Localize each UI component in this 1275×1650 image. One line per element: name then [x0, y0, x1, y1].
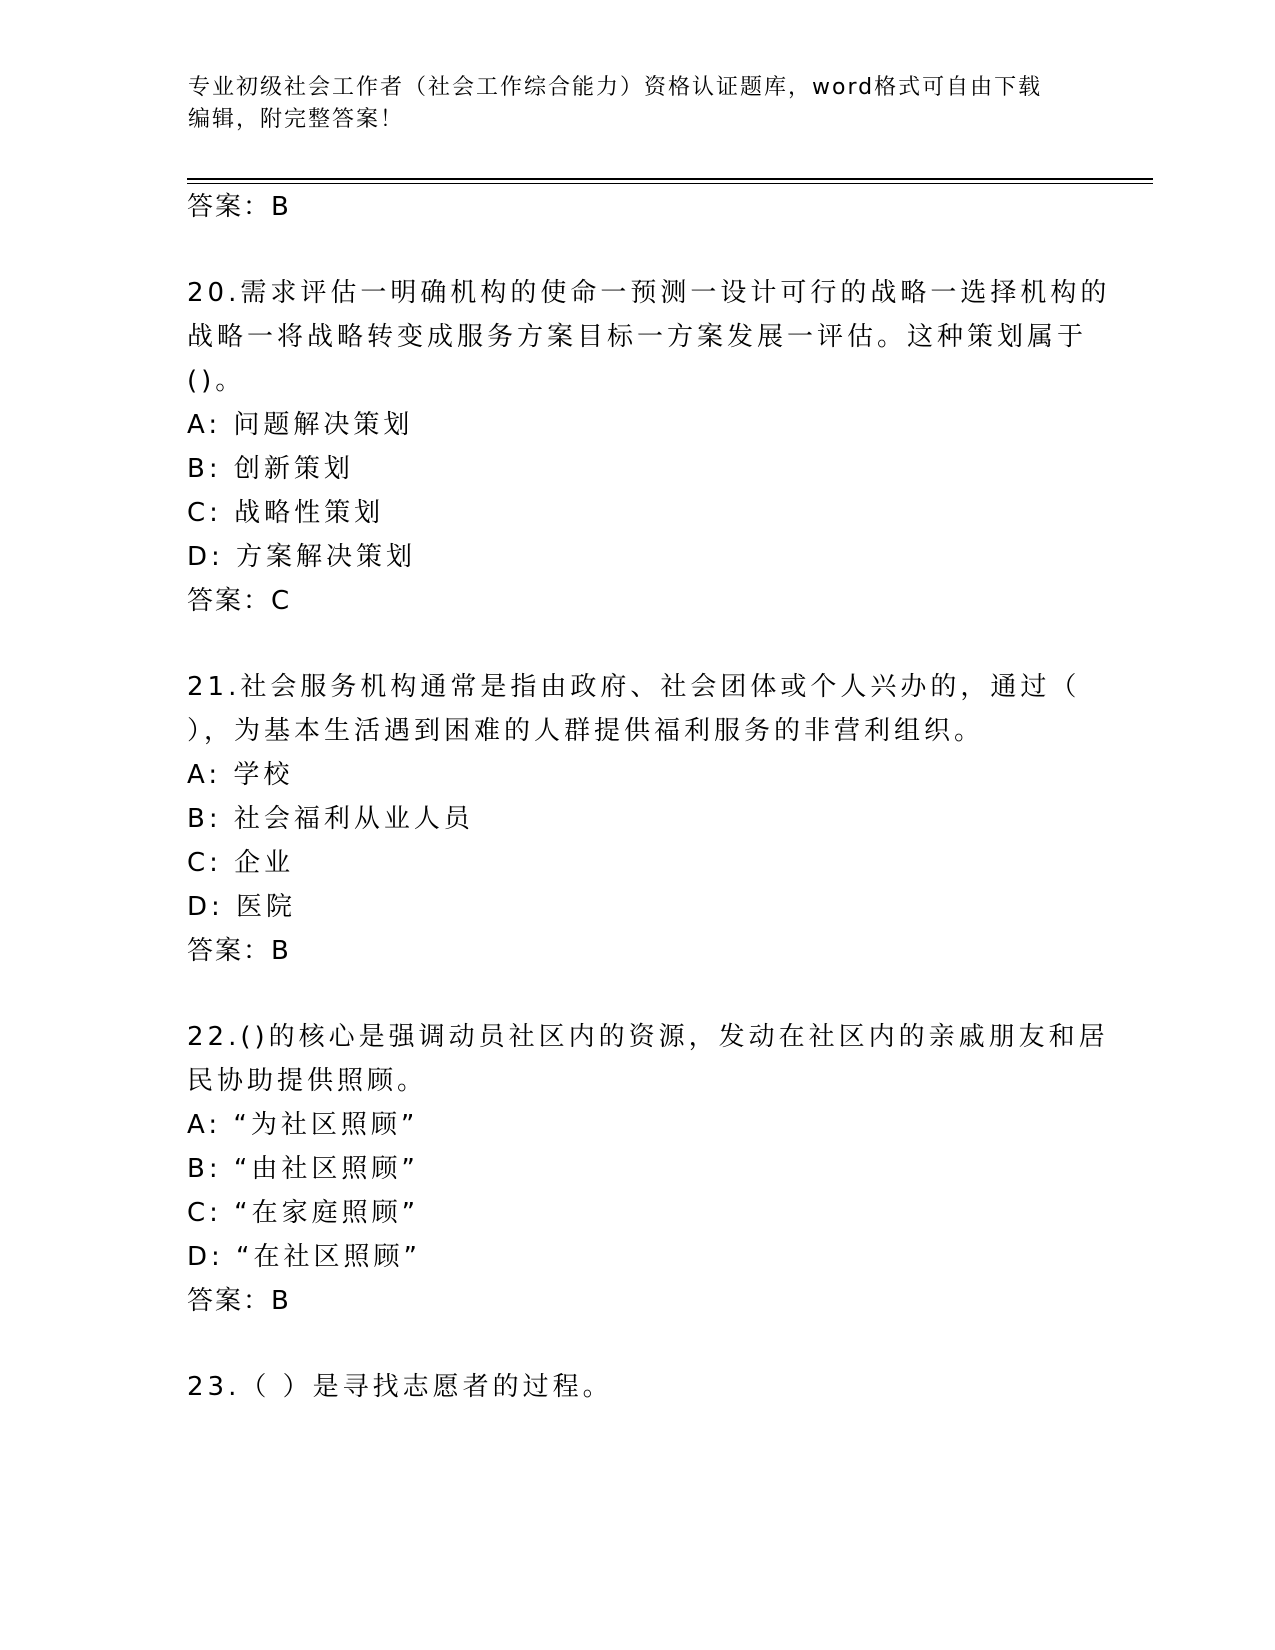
question-text-line: 战略一将战略转变成服务方案目标一方案发展一评估。这种策划属于 [187, 322, 1088, 352]
option-a: A: 问题解决策划 [187, 410, 414, 440]
header-divider-thin [187, 183, 1153, 184]
option-d: D: 方案解决策划 [187, 542, 417, 572]
question-text-line: ），为基本生活遇到困难的人群提供福利服务的非营利组织。 [187, 716, 985, 746]
answer-line: 答案：B [187, 936, 291, 966]
option-b: B: “由社区照顾” [187, 1154, 419, 1184]
option-b: B: 社会福利从业人员 [187, 804, 474, 834]
option-d: D: “在社区照顾” [187, 1242, 421, 1272]
question-text-line: 23.（ ）是寻找志愿者的过程。 [187, 1372, 613, 1402]
option-c: C: 战略性策划 [187, 498, 385, 528]
option-b: B: 创新策划 [187, 454, 354, 484]
question-text-line: 22.()的核心是强调动员社区内的资源，发动在社区内的亲戚朋友和居 [187, 1022, 1109, 1052]
answer-line: 答案：C [187, 586, 292, 616]
option-d: D: 医院 [187, 892, 297, 922]
question-text-line: 20.需求评估一明确机构的使命一预测一设计可行的战略一选择机构的 [187, 278, 1111, 308]
page-header [188, 72, 1088, 136]
answer-line: 答案：B [187, 1286, 291, 1316]
header-divider-thick [187, 178, 1153, 180]
question-text-line: ()。 [187, 366, 246, 396]
option-c: C: 企业 [187, 848, 295, 878]
header-line-2: 编辑，附完整答案！ [188, 107, 405, 132]
option-c: C: “在家庭照顾” [187, 1198, 420, 1228]
question-text-line: 21.社会服务机构通常是指由政府、社会团体或个人兴办的，通过（ [187, 672, 1081, 702]
option-a: A: “为社区照顾” [187, 1110, 419, 1140]
question-text-line: 民协助提供照顾。 [187, 1066, 428, 1096]
answer-line: 答案：B [187, 192, 291, 222]
header-line-1: 专业初级社会工作者（社会工作综合能力）资格认证题库，word格式可自由下载 [188, 75, 1043, 100]
option-a: A: 学校 [187, 760, 294, 790]
